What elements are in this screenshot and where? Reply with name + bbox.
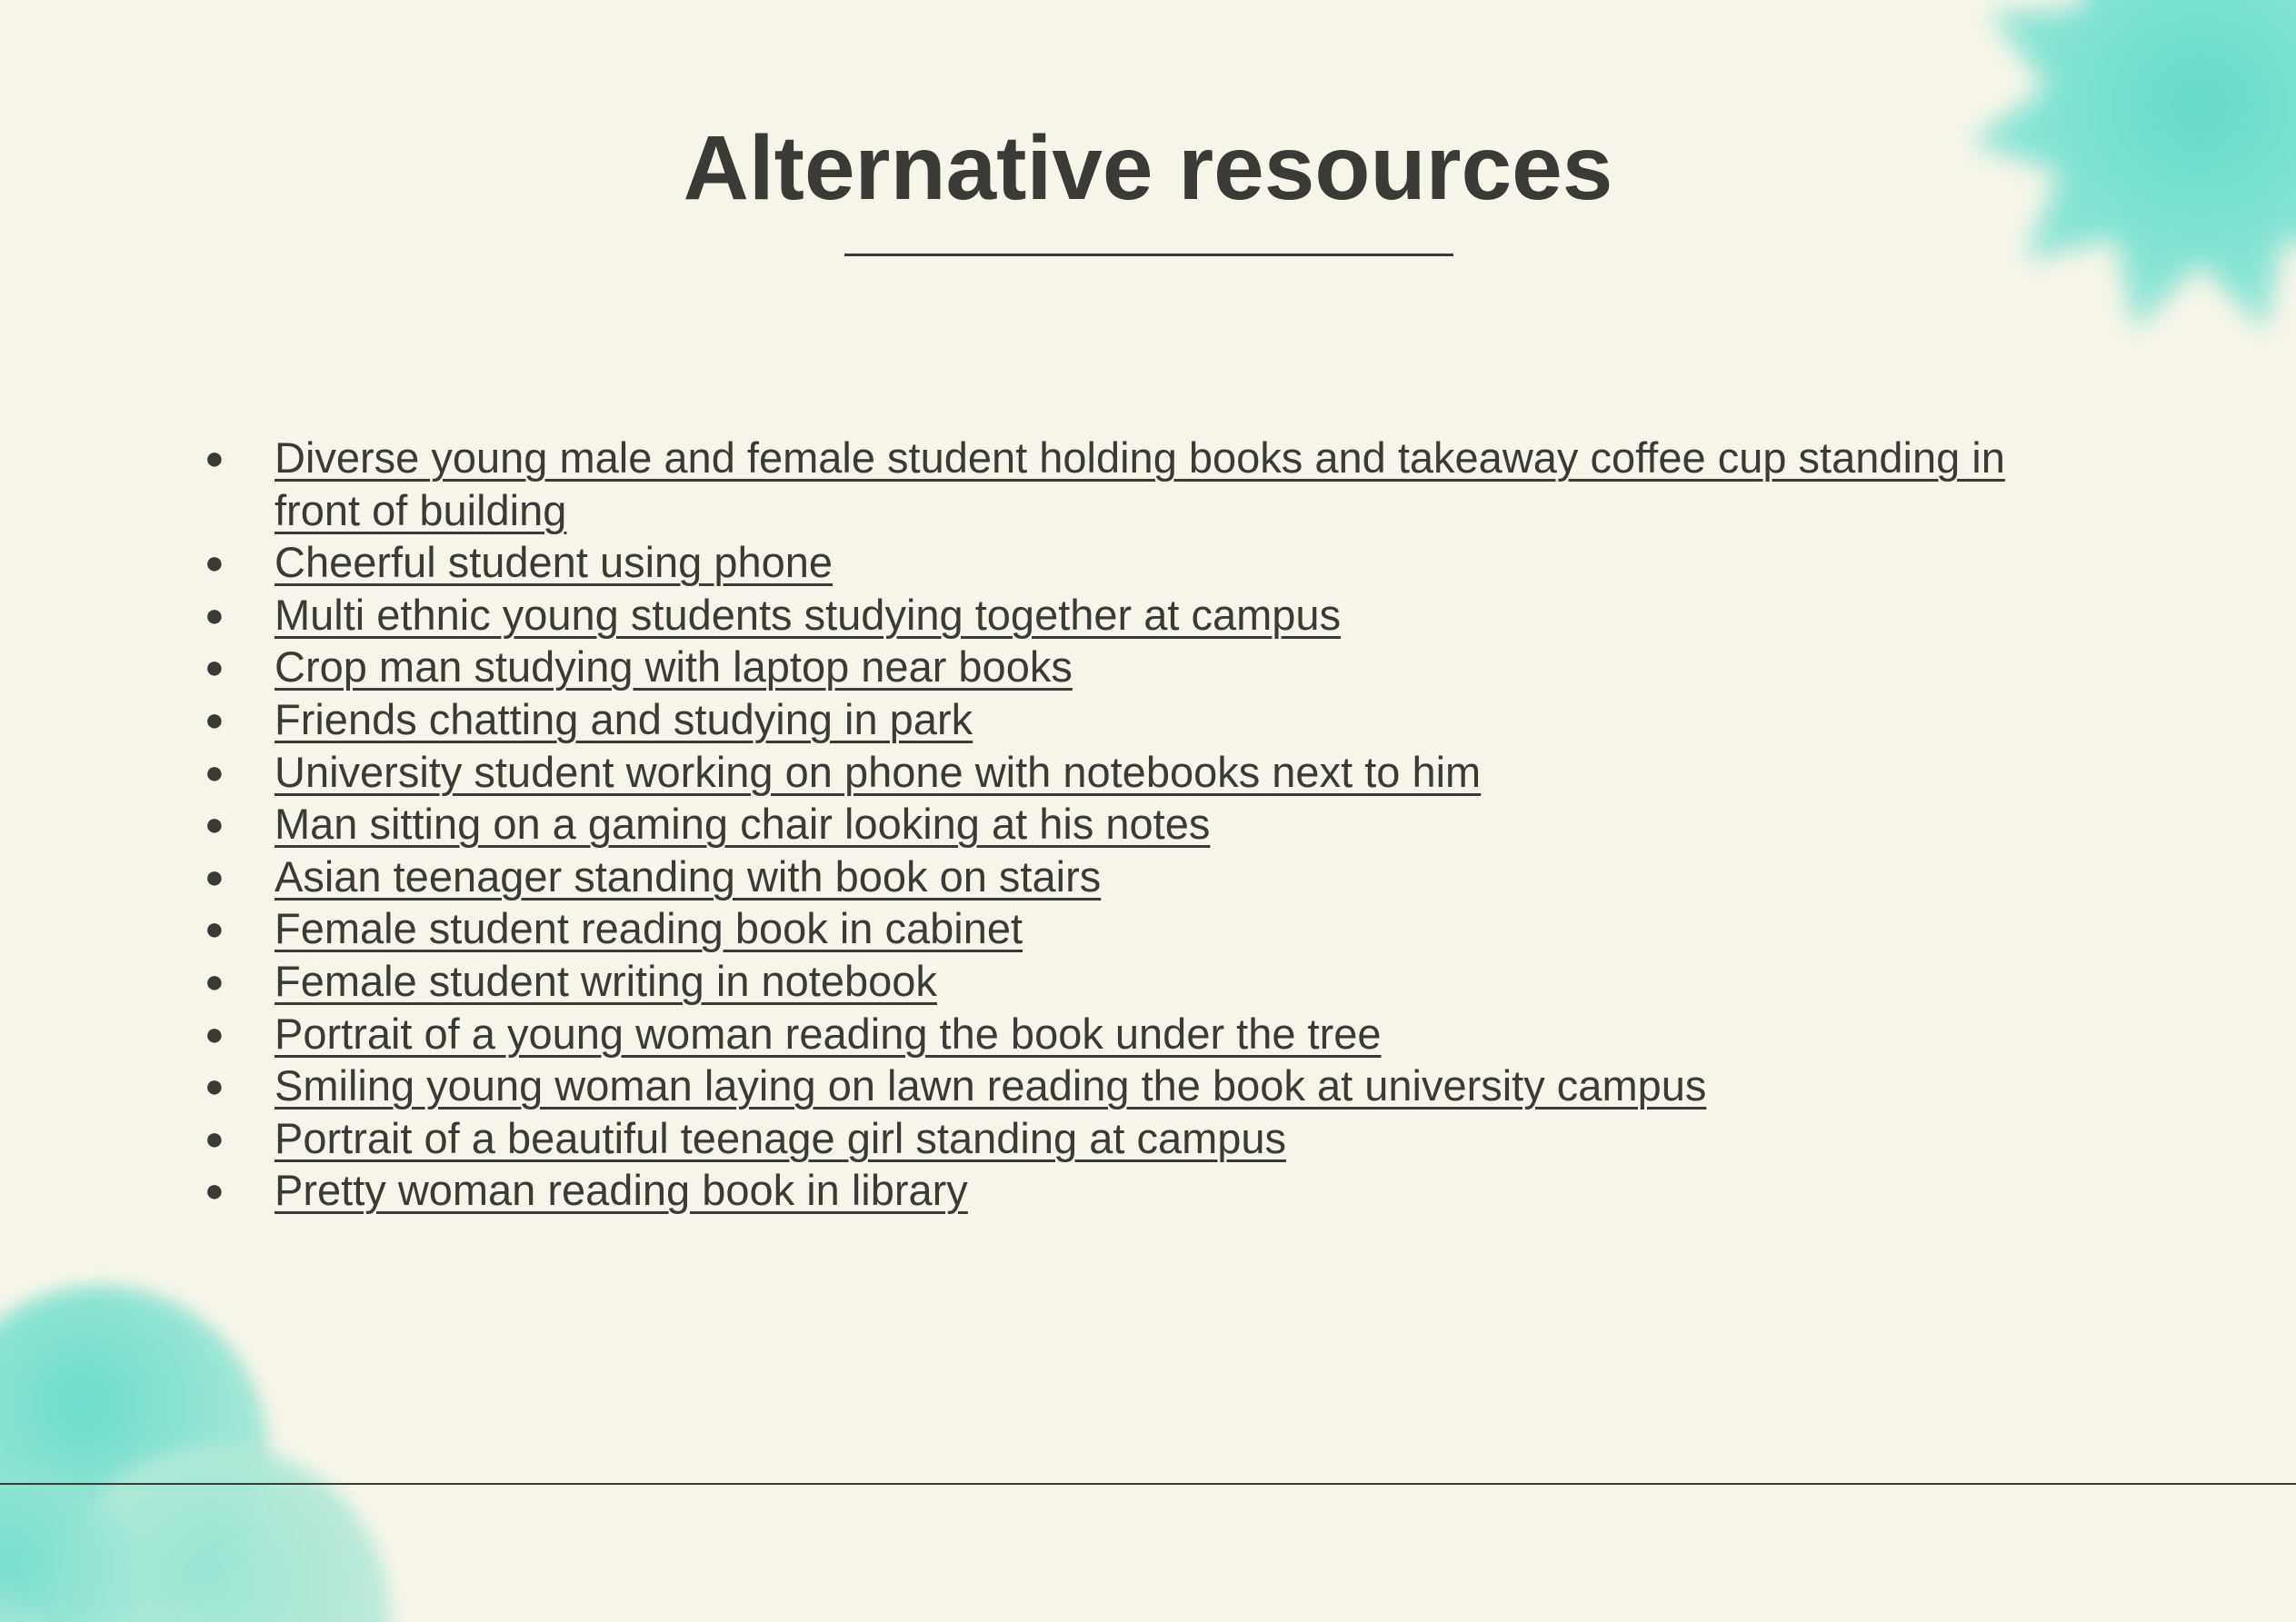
bullet-icon: ●	[205, 700, 225, 738]
list-item	[205, 1112, 2077, 1165]
bullet-icon: ●	[205, 910, 225, 948]
bullet-icon: ●	[205, 857, 225, 895]
bullet-icon: ●	[205, 961, 225, 1000]
list-item	[205, 589, 2077, 642]
bullet-icon: ●	[205, 595, 225, 633]
list-item	[205, 1164, 2077, 1217]
list-item	[205, 641, 2077, 693]
bullet-icon: ●	[205, 439, 225, 476]
bullet-icon: ●	[205, 648, 225, 686]
resource-link[interactable]: Friends chatting and studying in park	[275, 694, 973, 743]
bullet-icon: ●	[205, 805, 225, 843]
list-item	[205, 798, 2077, 851]
resource-link[interactable]: Man sitting on a gaming chair looking at his notes	[275, 800, 1211, 849]
bullet-icon: ●	[205, 1014, 225, 1052]
resource-link[interactable]: Asian teenager standing with book on stairs	[275, 851, 1102, 901]
resource-link[interactable]: Female student reading book in cabinet	[275, 904, 1023, 953]
resource-list	[205, 432, 2077, 1217]
resource-link[interactable]: Portrait of a young woman reading the book under the tree	[275, 1009, 1382, 1058]
page-title: Alternative resources	[683, 117, 1613, 219]
list-item	[205, 746, 2077, 799]
bullet-icon: ●	[205, 752, 225, 791]
resource-link[interactable]: University student working on phone with notebooks next to him	[275, 747, 1482, 796]
list-item	[205, 536, 2077, 589]
bullet-icon: ●	[205, 1119, 225, 1157]
decorative-blob-shape	[0, 1281, 418, 1622]
resource-link[interactable]: Female student writing in notebook	[275, 956, 937, 1005]
title-underline-divider	[844, 254, 1453, 256]
list-item	[205, 955, 2077, 1008]
list-item	[205, 902, 2077, 955]
list-item	[205, 1060, 2077, 1112]
resource-link[interactable]: Cheerful student using phone	[275, 538, 834, 587]
resource-link[interactable]: Multi ethnic young students studying together at campus	[275, 590, 1342, 639]
bullet-icon: ●	[205, 1171, 225, 1209]
footer-divider	[0, 1483, 2296, 1485]
resource-link[interactable]: Diverse young male and female student holding books and takeaway coffee cup standing in front of building	[275, 433, 2005, 534]
bullet-icon: ●	[205, 1067, 225, 1105]
resource-link[interactable]: Portrait of a beautiful teenage girl standing at campus	[275, 1113, 1287, 1162]
resource-link[interactable]: Pretty woman reading book in library	[275, 1166, 968, 1215]
resource-link[interactable]: Crop man studying with laptop near books	[275, 642, 1073, 692]
list-item	[205, 432, 2077, 536]
resource-link[interactable]: Smiling young woman laying on lawn reading the book at university campus	[275, 1061, 1707, 1110]
list-item	[205, 1008, 2077, 1060]
list-item	[205, 693, 2077, 746]
bullet-icon: ●	[205, 543, 225, 582]
list-item	[205, 851, 2077, 903]
